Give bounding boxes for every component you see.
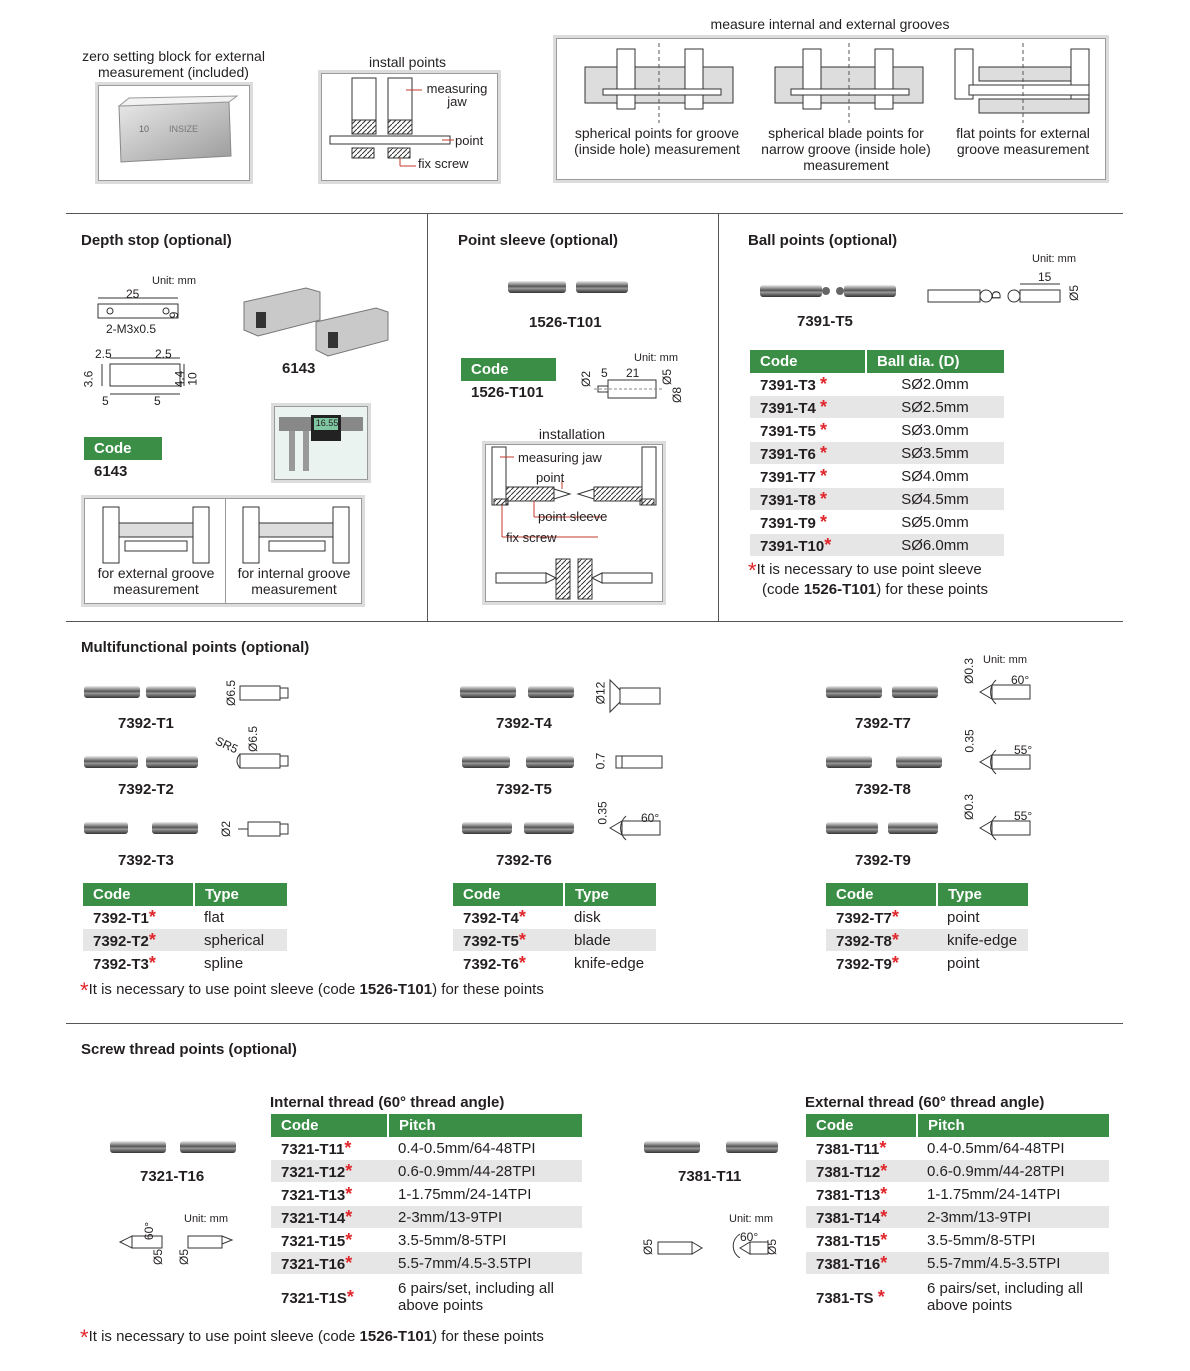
zero-block-caption: zero setting block for external measurement (included)	[82, 48, 265, 80]
multi-note: *It is necessary to use point sleeve (code 1526-T101) for these points	[80, 978, 544, 1003]
point-sleeve-unit: Unit: mm	[634, 352, 678, 364]
ball-point-photo-left	[760, 285, 822, 297]
ps-dim-o8: Ø8	[670, 386, 685, 404]
ps-code-header: Code	[461, 358, 556, 381]
point-sleeve-code-table	[461, 358, 556, 404]
table-row: 7381-T16*	[806, 1252, 917, 1275]
depth-stop-image	[236, 282, 396, 362]
ball-dim-d: D	[989, 290, 1004, 300]
dim-t7a: Ø0.3	[962, 657, 977, 685]
multi-title: Multifunctional points (optional)	[81, 639, 310, 656]
t9-photo-right	[888, 822, 938, 834]
ext-thread-unit: Unit: mm	[729, 1213, 773, 1225]
screw-title: Screw thread points (optional)	[81, 1041, 297, 1058]
int-dim-o5b: Ø5	[177, 1248, 192, 1266]
table-row: 7391-T8 *	[750, 488, 866, 511]
model-7392-t5: 7392-T5	[496, 781, 552, 798]
point-sleeve-photo-left	[508, 281, 566, 293]
table-row: 7321-T16*	[271, 1252, 388, 1275]
ext-thread-photo-left	[644, 1141, 700, 1153]
table-row: 7392-T1*	[83, 906, 194, 929]
installation-frame	[485, 444, 663, 602]
model-7392-t7: 7392-T7	[855, 715, 911, 732]
table-row: 7391-T3 *	[750, 373, 866, 396]
ball-dim-15: 15	[1038, 270, 1052, 284]
dim-t7b: 60°	[1011, 673, 1030, 687]
screw-note: *It is necessary to use point sleeve (code 1526-T101) for these points	[80, 1325, 544, 1350]
t5-photo-left	[462, 756, 510, 768]
usage-caption-internal: for internal groove measurement	[237, 565, 351, 597]
bp-header-dia: Ball dia. (D)	[866, 350, 1004, 373]
table-row: 7391-T6 *	[750, 442, 866, 465]
zero-block-frame	[98, 85, 250, 181]
dim-3-6: 3.6	[81, 370, 96, 388]
ball-point-photo-right	[844, 285, 896, 297]
ext-thread-model: 7381-T11	[678, 1168, 742, 1185]
int-thread-title: Internal thread (60° thread angle)	[270, 1094, 505, 1111]
label-measuring-jaw: measuring jaw	[426, 81, 488, 109]
table-row: 7381-T15*	[806, 1229, 917, 1252]
dim-thread: 2-M3x0.5	[106, 322, 157, 336]
install-points-title: install points	[368, 54, 447, 70]
install-points-frame	[321, 73, 498, 181]
t1-photo-right	[146, 686, 196, 698]
separator-3	[66, 1023, 1123, 1024]
groove-caption-2: spherical blade points for narrow groove (inside hole) measurement	[761, 125, 931, 173]
depth-stop-unit: Unit: mm	[152, 275, 196, 287]
usage-caption-external: for external groove measurement	[97, 565, 215, 597]
ext-thread-title: External thread (60° thread angle)	[805, 1094, 1045, 1111]
multi-col1-dims	[234, 680, 294, 850]
table-row: 7392-T7*	[826, 906, 937, 929]
ext-dim-60: 60°	[740, 1230, 759, 1244]
inst-label-sleeve: point sleeve	[538, 509, 608, 524]
table-row: 7392-T9*	[826, 952, 937, 975]
grooves-title: measure internal and external grooves	[710, 16, 950, 32]
model-7392-t4: 7392-T4	[496, 715, 552, 732]
ball-point-ball-left	[822, 287, 830, 295]
t3-photo-right	[152, 822, 198, 834]
bp-header-code: Code	[750, 350, 866, 373]
depth-stop-title: Depth stop (optional)	[81, 232, 232, 249]
table-row: 7391-T9 *	[750, 511, 866, 534]
table-row: 7392-T2*	[83, 929, 194, 952]
multi-table-3: Code Type 7392-T7* point 7392-T8* knife-edge 7392-T9* point	[826, 883, 1028, 975]
dim-4-4: 4.4	[172, 370, 187, 388]
table-row: 7321-T14*	[271, 1206, 388, 1229]
model-7392-t1: 7392-T1	[118, 715, 174, 732]
multi-unit: Unit: mm	[983, 654, 1027, 666]
svg-text:INSIZE: INSIZE	[169, 124, 199, 134]
dim-t6b: 60°	[641, 811, 660, 825]
t3-photo-left	[84, 822, 128, 834]
int-dim-60: 60°	[142, 1221, 157, 1241]
grooves-frame	[556, 38, 1106, 180]
model-7392-t3: 7392-T3	[118, 852, 174, 869]
t7-photo-left	[826, 686, 882, 698]
t6-photo-left	[462, 822, 512, 834]
multi-table-2: Code Type 7392-T4* disk 7392-T5* blade 7392-T6* knife-edge	[453, 883, 656, 975]
separator-2	[66, 621, 1123, 622]
code-value: 6143	[84, 460, 162, 483]
model-7392-t9: 7392-T9	[855, 852, 911, 869]
dim-t3: Ø2	[219, 820, 234, 838]
dim-10: 10	[185, 372, 200, 386]
depth-stop-usage-frame	[84, 498, 362, 604]
t9-photo-left	[826, 822, 878, 834]
table-row: 7381-T11*	[806, 1137, 917, 1160]
ext-dim-o5a: Ø5	[641, 1238, 656, 1256]
ball-points-note: *It is necessary to use point sleeve (code 1526-T101) for these points	[748, 558, 988, 598]
groove-caption-1: spherical points for groove (inside hole) measurement	[574, 125, 740, 157]
caliper-photo	[274, 406, 368, 480]
table-row: 7321-T15*	[271, 1229, 388, 1252]
point-sleeve-model: 1526-T101	[529, 314, 602, 331]
caliper-display: 16.55	[315, 418, 339, 428]
ball-points-unit: Unit: mm	[1032, 253, 1076, 265]
dim-2-5-a: 2.5	[95, 347, 112, 361]
zero-block-image	[99, 86, 249, 180]
t8-photo-left	[826, 756, 872, 768]
groove-caption-3: flat points for external groove measurement	[956, 125, 1090, 157]
depth-stop-code-table	[84, 437, 162, 483]
table-row: 7391-T7 *	[750, 465, 866, 488]
dim-2-5-b: 2.5	[155, 347, 172, 361]
ps-dim-21: 21	[626, 366, 640, 380]
usage-drawings	[85, 499, 361, 569]
dim-t1: Ø6.5	[224, 679, 239, 707]
table-row: 7321-T1S*	[271, 1275, 388, 1320]
dim-t6a: 0.35	[595, 801, 610, 825]
point-sleeve-title: Point sleeve (optional)	[458, 232, 619, 249]
int-thread-unit: Unit: mm	[184, 1213, 228, 1225]
dim-t9b: 55°	[1014, 809, 1033, 823]
dim-6: 6	[166, 311, 181, 319]
t8-photo-right	[896, 756, 942, 768]
table-row: 7321-T12*	[271, 1160, 388, 1183]
label-fix-screw: fix screw	[418, 156, 469, 171]
table-row: 7391-T10*	[750, 534, 866, 557]
dim-t9a: Ø0.3	[962, 793, 977, 821]
table-row: 7381-T14*	[806, 1206, 917, 1229]
dim-t8a: 0.35	[962, 729, 977, 753]
separator-v1	[427, 213, 428, 621]
table-row: 7381-T13*	[806, 1183, 917, 1206]
point-sleeve-photo-right	[576, 281, 628, 293]
ext-thread-photo-right	[726, 1141, 778, 1153]
table-row: 7392-T3*	[83, 952, 194, 975]
int-thread-table: Code Pitch 7321-T11* 0.4-0.5mm/64-48TPI 7321-T12* 0.6-0.9mm/44-28TPI 7321-T13* 1-1.75mm/24-14TPI 7321-T14* 2-3mm/13-9TPI 7321-T15* 3.5-5mm/8-5TPI 7321-T16* 5.5-7mm/4.5-3.5TPI 7321-T1S* 6 pairs/set, including all above points	[271, 1114, 582, 1320]
ball-point-ball-right	[836, 287, 844, 295]
ext-thread-table: Code Pitch 7381-T11* 0.4-0.5mm/64-48TPI 7381-T12* 0.6-0.9mm/44-28TPI 7381-T13* 1-1.75mm/24-14TPI 7381-T14* 2-3mm/13-9TPI 7381-T15* 3.5-5mm/8-5TPI 7381-T16* 5.5-7mm/4.5-3.5TPI 7381-TS * 6 pairs/set, including all above points	[806, 1114, 1109, 1320]
table-row: 7391-T5 *	[750, 419, 866, 442]
separator-1	[66, 213, 1123, 214]
svg-text:10: 10	[139, 124, 150, 134]
label-point: point	[455, 133, 484, 148]
grooves-drawing	[557, 39, 1105, 129]
t4-photo-right	[528, 686, 574, 698]
model-7392-t8: 7392-T8	[855, 781, 911, 798]
t2-photo-right	[146, 756, 198, 768]
table-row: 7392-T6*	[453, 952, 564, 975]
t2-photo-left	[84, 756, 138, 768]
dim-25: 25	[126, 287, 140, 301]
inst-label-jaw: measuring jaw	[518, 450, 602, 465]
table-row: 7392-T4*	[453, 906, 564, 929]
dim-t2b: Ø6.5	[246, 725, 261, 753]
ps-dim-5: 5	[601, 366, 608, 380]
int-thread-model: 7321-T16	[140, 1168, 205, 1185]
ext-dim-o5b: Ø5	[765, 1238, 780, 1256]
ball-points-title: Ball points (optional)	[748, 232, 898, 249]
table-row: 7391-T4 *	[750, 396, 866, 419]
model-7392-t6: 7392-T6	[496, 852, 552, 869]
depth-stop-model: 6143	[282, 360, 316, 377]
table-row: 7392-T5*	[453, 929, 564, 952]
int-thread-photo-right	[180, 1141, 236, 1153]
multi-table-1: Code Type 7392-T1* flat 7392-T2* spherical 7392-T3* spline	[83, 883, 287, 975]
int-thread-photo-left	[110, 1141, 166, 1153]
dim-5-a: 5	[102, 394, 109, 408]
inst-label-point: point	[536, 470, 565, 485]
table-row: 7392-T8*	[826, 929, 937, 952]
dim-t2a: SR5	[213, 733, 241, 757]
table-row: 7321-T13*	[271, 1183, 388, 1206]
table-row: 7381-TS *	[806, 1275, 917, 1320]
t1-photo-left	[84, 686, 140, 698]
dim-t4: Ø12	[593, 681, 608, 705]
dim-5-b: 5	[154, 394, 161, 408]
ball-points-model: 7391-T5	[797, 313, 853, 330]
inst-label-screw: fix screw	[506, 530, 557, 545]
separator-v2	[718, 213, 719, 621]
t7-photo-right	[892, 686, 938, 698]
int-dim-o5a: Ø5	[151, 1248, 166, 1266]
t6-photo-right	[524, 822, 574, 834]
ball-dim-o5: Ø5	[1067, 284, 1082, 302]
t4-photo-left	[460, 686, 516, 698]
ps-dim-o5: Ø5	[660, 368, 675, 386]
dim-t8b: 55°	[1014, 743, 1033, 757]
t5-photo-right	[526, 756, 574, 768]
dim-t5: 0.7	[593, 752, 608, 770]
installation-title: installation	[538, 426, 606, 442]
model-7392-t2: 7392-T2	[118, 781, 174, 798]
ball-points-table: Code Ball dia. (D) 7391-T3 * SØ2.0mm 7391-T4 * SØ2.5mm 7391-T5 * SØ3.0mm 7391-T6 * SØ3.5mm 7391-T7 * SØ4.0mm 7391-T8 * SØ4.5mm 7391-T9 * SØ5.0mm 7391-T10* SØ6.0mm	[750, 350, 1004, 557]
ps-dim-o2: Ø2	[579, 370, 594, 388]
table-row: 7381-T12*	[806, 1160, 917, 1183]
table-row: 7321-T11*	[271, 1137, 388, 1160]
ps-code-value: 1526-T101	[461, 381, 556, 404]
code-header: Code	[84, 437, 162, 460]
multi-col2-dims	[606, 676, 670, 846]
